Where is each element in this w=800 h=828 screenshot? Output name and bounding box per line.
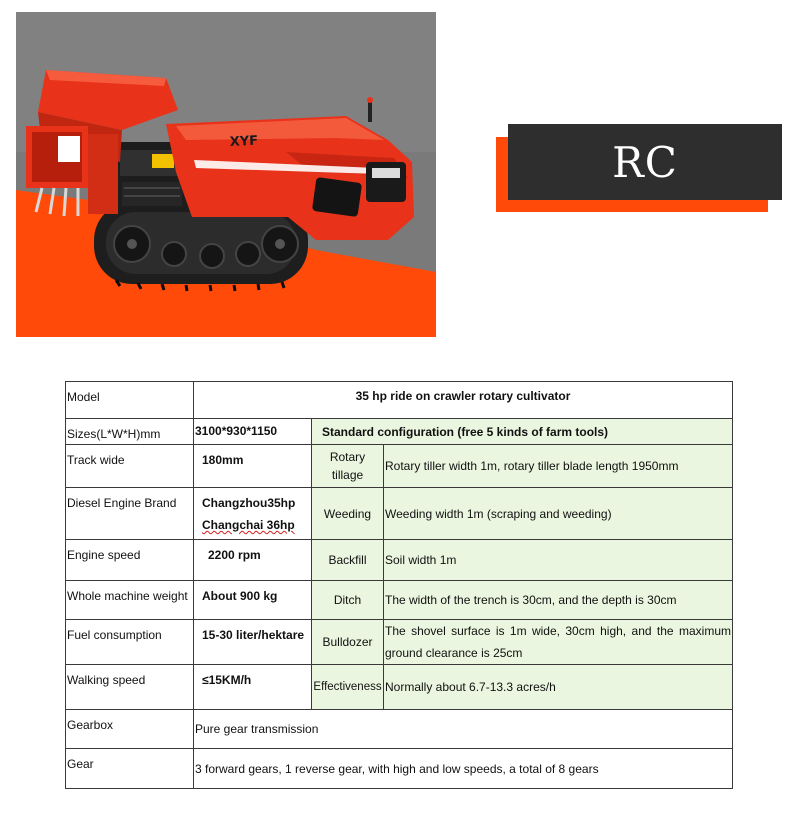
tool-ditch: Ditch <box>312 581 384 620</box>
engine-brand-label: Diesel Engine Brand <box>66 488 194 540</box>
gear-label: Gear <box>66 749 194 789</box>
tool-bulldozer: Bulldozer <box>312 620 384 665</box>
table-row <box>66 665 733 710</box>
tool-rotary-tillage-desc: Rotary tiller width 1m, rotary tiller blade length 1950mm <box>384 445 733 488</box>
table-row-gear <box>66 749 733 789</box>
product-photo <box>16 12 436 337</box>
tool-backfill-desc: Soil width 1m <box>384 540 733 581</box>
engine-brand-value-1: Changzhou35hp <box>202 496 296 510</box>
tool-weeding-desc: Weeding width 1m (scraping and weeding) <box>384 488 733 540</box>
table-row <box>66 620 733 665</box>
tool-rotary-tillage: Rotary tillage <box>312 445 384 488</box>
walking-speed-value: ≤15KM/h <box>194 665 312 710</box>
rc-label-text: RC <box>612 137 678 187</box>
track-wide-value: 180mm <box>194 445 312 488</box>
size-label: Sizes(L*W*H)mm <box>66 419 194 445</box>
track-wide-label: Track wide <box>66 445 194 488</box>
standard-configuration-title: Standard configuration (free 5 kinds of farm tools) <box>312 419 733 445</box>
tool-bulldozer-desc: The shovel surface is 1m wide, 30cm high, and the maximum ground clearance is 25cm <box>384 620 733 665</box>
engine-speed-label: Engine speed <box>66 540 194 581</box>
table-row <box>66 540 733 581</box>
fuel-consumption-label: Fuel consumption <box>66 620 194 665</box>
model-label: Model <box>66 382 194 419</box>
table-row <box>66 581 733 620</box>
tool-effectiveness: Effectiveness <box>312 665 384 710</box>
engine-brand-value-2: Changchai 36hp <box>202 518 295 532</box>
specification-table <box>65 381 733 789</box>
table-row-model <box>66 382 733 419</box>
tool-effectiveness-desc: Normally about 6.7-13.3 acres/h <box>384 665 733 710</box>
gear-value: 3 forward gears, 1 reverse gear, with high and low speeds, a total of 8 gears <box>194 749 733 789</box>
table-row <box>66 445 733 488</box>
model-value: 35 hp ride on crawler rotary cultivator <box>194 382 733 419</box>
engine-brand-value <box>194 488 312 540</box>
gearbox-value: Pure gear transmission <box>194 710 733 749</box>
crawler-cultivator-illustration <box>16 12 436 337</box>
gearbox-label: Gearbox <box>66 710 194 749</box>
table-row <box>66 488 733 540</box>
brand-badge: XYF <box>229 133 259 150</box>
machine-weight-value: About 900 kg <box>194 581 312 620</box>
table-row-gearbox <box>66 710 733 749</box>
engine-speed-value: 2200 rpm <box>194 540 312 581</box>
rc-label <box>508 124 782 200</box>
tool-weeding: Weeding <box>312 488 384 540</box>
tool-ditch-desc: The width of the trench is 30cm, and the depth is 30cm <box>384 581 733 620</box>
walking-speed-label: Walking speed <box>66 665 194 710</box>
machine-weight-label: Whole machine weight <box>66 581 194 620</box>
table-row-size <box>66 419 733 445</box>
tool-backfill: Backfill <box>312 540 384 581</box>
fuel-consumption-value: 15-30 liter/hektare <box>194 620 312 665</box>
size-value: 3100*930*1150 <box>194 419 312 445</box>
